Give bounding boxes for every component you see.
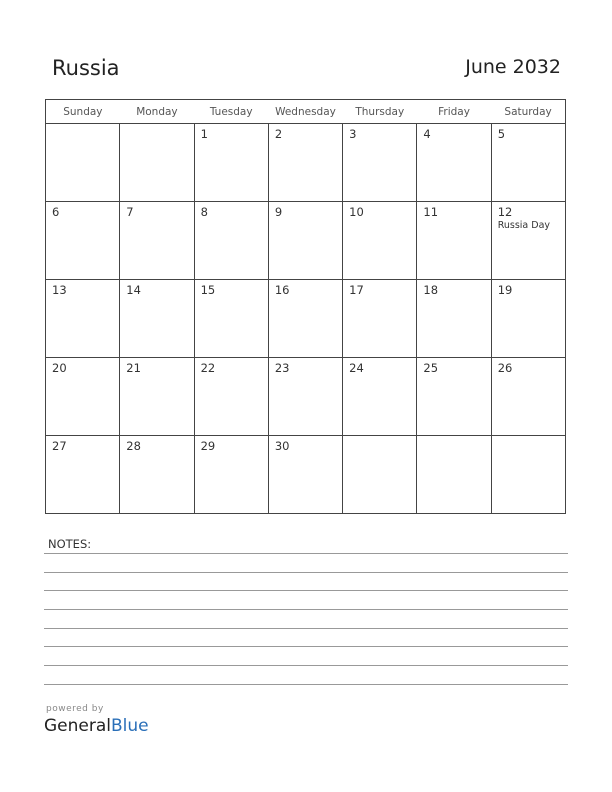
day-number: 13 — [52, 283, 67, 297]
day-cell — [46, 358, 120, 436]
week-row — [46, 280, 566, 358]
day-number: 21 — [126, 361, 141, 375]
week-row — [46, 436, 566, 514]
day-cell — [417, 124, 491, 202]
holiday-label: Russia Day — [497, 220, 551, 231]
day-cell — [120, 124, 194, 202]
day-cell — [417, 358, 491, 436]
day-cell — [268, 358, 342, 436]
day-cell — [46, 202, 120, 280]
day-number: 3 — [349, 127, 357, 141]
day-number: 6 — [52, 205, 60, 219]
day-cell — [194, 202, 268, 280]
logo-blue-text: Blue — [111, 716, 149, 736]
day-number: 5 — [497, 127, 506, 141]
weekday-header: Monday — [120, 100, 194, 124]
day-number: 19 — [497, 283, 513, 297]
day-cell — [268, 436, 342, 514]
note-line — [44, 665, 568, 666]
day-cell — [491, 436, 565, 514]
note-line — [44, 553, 568, 554]
day-number: 27 — [52, 439, 67, 453]
day-number: 15 — [200, 283, 216, 297]
day-cell — [491, 280, 565, 358]
day-number: 26 — [497, 361, 513, 375]
day-cell — [343, 202, 417, 280]
weekday-header: Saturday — [491, 100, 565, 124]
weekday-header: Thursday — [343, 100, 417, 124]
day-number: 2 — [274, 127, 283, 141]
day-number: 9 — [274, 205, 283, 219]
month-title: June 2032 — [465, 56, 561, 78]
day-number: 4 — [423, 127, 431, 141]
note-line — [44, 684, 568, 685]
day-cell — [491, 358, 565, 436]
generalblue-logo — [44, 716, 149, 736]
day-cell — [194, 124, 268, 202]
week-row — [46, 202, 566, 280]
day-cell — [120, 358, 194, 436]
day-number: 17 — [349, 283, 364, 297]
week-row — [46, 124, 566, 202]
day-number: 25 — [423, 361, 439, 375]
weekday-header: Friday — [417, 100, 491, 124]
day-cell — [194, 280, 268, 358]
day-number: 22 — [200, 361, 216, 375]
day-number — [120, 124, 193, 127]
day-cell — [194, 358, 268, 436]
day-cell — [268, 202, 342, 280]
day-cell — [194, 436, 268, 514]
weekday-header: Sunday — [46, 100, 120, 124]
day-number: 16 — [274, 283, 290, 297]
day-cell — [268, 280, 342, 358]
day-number: 28 — [126, 439, 141, 453]
day-number — [492, 436, 565, 439]
note-line — [44, 646, 568, 647]
day-number: 1 — [200, 127, 208, 141]
week-row — [46, 358, 566, 436]
day-cell — [417, 436, 491, 514]
weekday-header-row — [46, 100, 566, 124]
note-line — [44, 628, 568, 629]
note-line — [44, 590, 568, 591]
day-cell — [343, 280, 417, 358]
day-number — [417, 436, 490, 439]
country-title: Russia — [52, 56, 120, 80]
day-cell — [343, 124, 417, 202]
day-cell — [46, 124, 120, 202]
day-cell — [343, 358, 417, 436]
day-number: 29 — [200, 439, 216, 453]
calendar-grid — [45, 99, 566, 514]
day-number: 20 — [52, 361, 67, 375]
day-cell — [343, 436, 417, 514]
day-cell — [491, 124, 565, 202]
day-number: 7 — [126, 205, 134, 219]
note-line — [44, 572, 568, 573]
day-number: 24 — [349, 361, 364, 375]
day-cell — [417, 202, 491, 280]
notes-label: NOTES: — [48, 537, 92, 551]
day-number: 10 — [349, 205, 364, 219]
day-number: 12 — [497, 205, 513, 219]
day-cell — [417, 280, 491, 358]
note-line — [44, 609, 568, 610]
logo-general-text: General — [44, 716, 111, 736]
day-cell — [120, 436, 194, 514]
day-cell — [46, 280, 120, 358]
day-cell — [120, 202, 194, 280]
weekday-header: Tuesday — [194, 100, 268, 124]
day-number: 30 — [274, 439, 290, 453]
day-number: 14 — [126, 283, 141, 297]
day-number — [343, 436, 416, 439]
day-cell — [120, 280, 194, 358]
day-number: 11 — [423, 205, 439, 219]
day-cell — [491, 202, 565, 280]
day-cell — [268, 124, 342, 202]
powered-by-text: powered by — [46, 704, 104, 714]
day-cell — [46, 436, 120, 514]
weekday-header: Wednesday — [268, 100, 342, 124]
day-number — [46, 124, 119, 127]
day-number: 23 — [274, 361, 290, 375]
day-number: 8 — [200, 205, 208, 219]
day-number: 18 — [423, 283, 439, 297]
